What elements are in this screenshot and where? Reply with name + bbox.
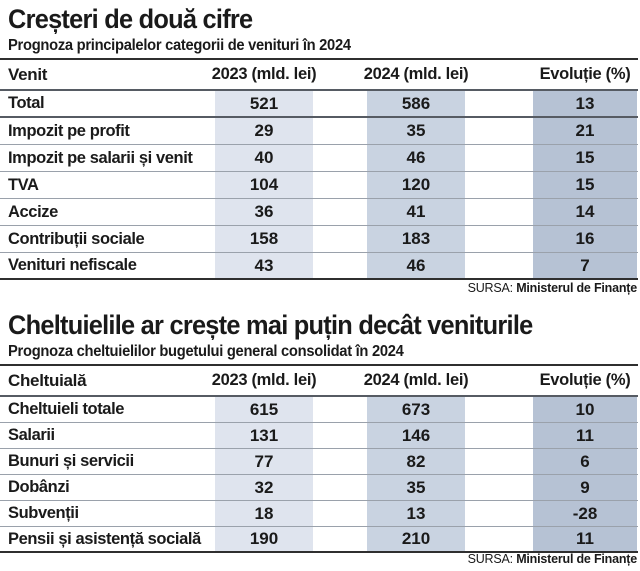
cell-2023: 615	[215, 397, 313, 422]
cell-2023: 40	[215, 145, 313, 171]
expenditure-table	[0, 364, 638, 553]
cell-2023: 521	[215, 91, 313, 116]
expenditure-table-body	[0, 397, 638, 553]
table-row	[0, 253, 638, 280]
cell-evolution: 7	[533, 253, 637, 278]
row-label: Subvenții	[8, 504, 79, 522]
column-header-2023: 2023 (mld. lei)	[211, 371, 317, 389]
source-name: Ministerul de Finanțe	[516, 552, 637, 566]
cell-2024: 46	[367, 145, 465, 171]
cell-evolution: 9	[533, 475, 637, 500]
cell-evolution: 15	[533, 172, 637, 198]
cell-2024: 673	[367, 397, 465, 422]
revenue-table-header	[0, 60, 638, 91]
row-label: Total	[8, 94, 45, 112]
expenditure-title: Cheltuielile ar crește mai puțin decât veniturile	[8, 310, 533, 340]
cell-evolution: 11	[533, 527, 637, 551]
cell-2023: 77	[215, 449, 313, 474]
cell-2024: 13	[367, 501, 465, 526]
column-header-venit: Venit	[8, 64, 48, 84]
cell-evolution: 13	[533, 91, 637, 116]
cell-evolution: 10	[533, 397, 637, 422]
table-row	[0, 475, 638, 501]
row-label: Contribuții sociale	[8, 229, 145, 248]
expenditure-subtitle: Prognoza cheltuielilor bugetului general consolidat în 2024	[8, 343, 404, 360]
source-prefix: SURSA:	[467, 281, 513, 295]
column-header-evolutie: Evoluție (%)	[539, 65, 631, 83]
cell-evolution: 21	[533, 118, 637, 144]
cell-2023: 36	[215, 199, 313, 225]
table-row	[0, 145, 638, 172]
column-header-2024: 2024 (mld. lei)	[363, 371, 469, 389]
cell-2024: 35	[367, 118, 465, 144]
source-line	[468, 281, 637, 295]
cell-2023: 158	[215, 226, 313, 252]
revenue-table	[0, 58, 638, 280]
cell-2023: 190	[215, 527, 313, 551]
row-label: Impozit pe salarii și venit	[8, 148, 193, 167]
revenue-table-body	[0, 91, 638, 280]
source-name: Ministerul de Finanțe	[516, 281, 637, 295]
row-label: Salarii	[8, 426, 55, 444]
table-row	[0, 423, 638, 449]
cell-2023: 43	[215, 253, 313, 278]
revenue-subtitle: Prognoza principalelor categorii de venituri în 2024	[8, 37, 351, 54]
column-header-evolutie: Evoluție (%)	[539, 371, 631, 389]
cell-evolution: -28	[533, 501, 637, 526]
column-header-2023: 2023 (mld. lei)	[211, 65, 317, 83]
cell-evolution: 14	[533, 199, 637, 225]
cell-2023: 18	[215, 501, 313, 526]
revenue-title: Creșteri de două cifre	[8, 4, 253, 34]
cell-2024: 210	[367, 527, 465, 551]
table-row	[0, 199, 638, 226]
cell-2023: 32	[215, 475, 313, 500]
table-row	[0, 501, 638, 527]
table-row	[0, 397, 638, 423]
cell-2024: 586	[367, 91, 465, 116]
expenditure-table-section	[0, 306, 640, 571]
cell-2024: 41	[367, 199, 465, 225]
cell-2024: 46	[367, 253, 465, 278]
table-row	[0, 118, 638, 145]
cell-evolution: 6	[533, 449, 637, 474]
column-header-cheltuiala: Cheltuială	[8, 370, 87, 390]
cell-2024: 183	[367, 226, 465, 252]
cell-2024: 120	[367, 172, 465, 198]
row-label: Impozit pe profit	[8, 121, 130, 140]
row-label: Cheltuieli totale	[8, 400, 125, 418]
cell-evolution: 15	[533, 145, 637, 171]
cell-evolution: 16	[533, 226, 637, 252]
expenditure-table-header	[0, 366, 638, 397]
row-label: Venituri nefiscale	[8, 256, 137, 274]
table-row	[0, 172, 638, 199]
cell-2023: 104	[215, 172, 313, 198]
row-label: Dobânzi	[8, 478, 70, 496]
table-row	[0, 226, 638, 253]
source-prefix: SURSA:	[467, 552, 513, 566]
source-line	[468, 552, 637, 566]
cell-2024: 35	[367, 475, 465, 500]
cell-2023: 29	[215, 118, 313, 144]
cell-2023: 131	[215, 423, 313, 448]
row-label: Accize	[8, 202, 58, 221]
cell-evolution: 11	[533, 423, 637, 448]
row-label: TVA	[8, 175, 39, 194]
cell-2024: 82	[367, 449, 465, 474]
table-row	[0, 527, 638, 553]
row-label: Bunuri și servicii	[8, 452, 134, 470]
table-row	[0, 449, 638, 475]
cell-2024: 146	[367, 423, 465, 448]
column-header-2024: 2024 (mld. lei)	[363, 65, 469, 83]
row-label: Pensii și asistență socială	[8, 529, 201, 548]
table-row	[0, 91, 638, 118]
